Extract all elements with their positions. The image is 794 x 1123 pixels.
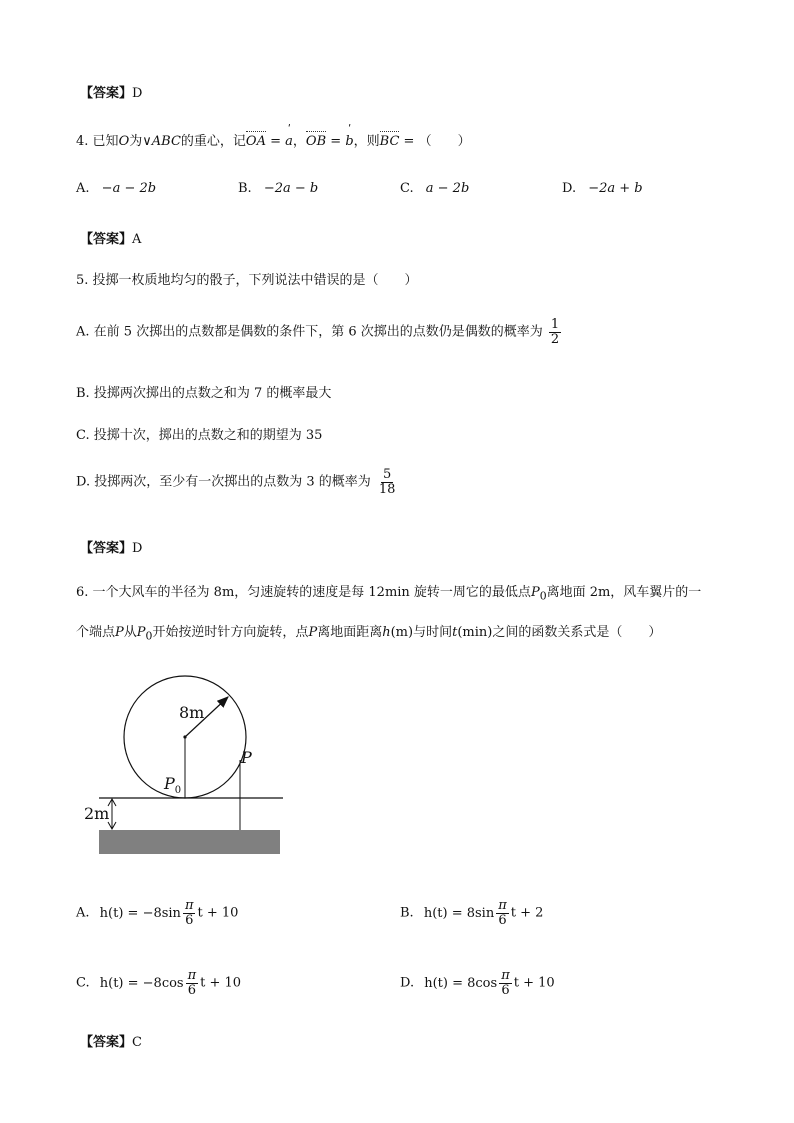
stem-text: 为 [129,134,143,149]
option-label: B. [400,905,414,921]
var-t: t [452,625,458,640]
point-p0: P [530,585,540,600]
numerator: 5 [383,467,392,482]
vector-ob: OB [305,134,327,149]
equals: = [265,134,286,149]
numerator: π [184,898,194,913]
numerator: π [501,968,510,983]
vector-oa: OA [245,134,266,149]
triangle-abc: ∨ABC [142,134,181,149]
option-text: a − 2b [425,181,470,196]
denominator: 6 [185,912,194,928]
option-label: D. [400,975,415,991]
vector-b: ˈ b [345,134,353,149]
p0-label [164,774,181,796]
stem-text: 已知 [92,134,119,149]
subscript: 0 [145,629,153,643]
denominator: 6 [498,912,507,928]
option-label: A. [76,181,90,196]
vector-a: ˈ a [285,134,293,149]
stem-text: 与时间 [413,625,453,640]
option-text: −a − 2b [101,181,157,196]
answer-label: 【答案】 [80,86,133,101]
answer-label: 【答案】 [80,1035,133,1050]
unit: (min) [457,625,493,640]
unit: (m) [390,625,414,640]
formula-left: h(t) = 8sin [423,905,495,921]
p0-subscript: 0 [174,785,182,797]
stem-text: 离地面 2m，风车翼片的一 [546,585,702,600]
formula-right: t + 10 [513,975,555,991]
p-label: P [241,748,252,767]
denominator: 6 [187,982,197,998]
radius-label: 8m [179,703,205,722]
point-p0: P [136,625,146,640]
answer-line-q6 [80,1031,142,1050]
ground-block [99,830,280,854]
answer-label: 【答案】 [80,541,133,556]
stem-text: = （ ） [399,134,471,149]
q6-option-d [400,969,555,997]
stem-text: 开始按逆时针方向旋转，点 [152,625,309,640]
answer-value: A [132,232,142,247]
option-label: D. [562,181,577,196]
option-label: C. [76,975,90,991]
point-o: O [118,134,130,149]
vector-bc: BC [379,134,400,149]
option-text: A. 在前 5 次掷出的点数都是偶数的条件下，第 6 次掷出的点数仍是偶数的概率为 [76,324,543,340]
formula-left: h(t) = −8sin [99,905,181,921]
fraction-pi-over-6 [496,899,509,927]
q6-option-a [76,899,238,927]
numerator: π [187,968,197,983]
stem-text: 从 [123,625,137,640]
formula-right: t + 2 [510,905,544,921]
equals: = [326,134,346,149]
q6-option-b [400,899,543,927]
answer-value: D [132,541,143,556]
point-p: P [115,625,124,640]
stem-text: 之间的函数关系式是（ ） [492,625,662,640]
denominator: 2 [550,331,560,347]
p0-letter: P [164,774,175,793]
denominator: 6 [501,982,510,998]
subscript: 0 [539,589,547,603]
formula-right: t + 10 [197,905,239,921]
formula-left: h(t) = −8cos [99,975,184,991]
answer-value: C [132,1035,142,1050]
stem-text: 的重心，记 [180,134,246,149]
stem-text: 6. 一个大风车的半径为 8m，匀速旋转的速度是每 12min 旋转一周它的最低点 [76,585,531,600]
numerator: 1 [550,317,560,332]
var-h: h [382,625,391,640]
question-5-stem: 5. 投掷一枚质地均匀的骰子，下列说法中错误的是（ ） [76,273,418,288]
fraction-pi-over-6 [186,969,199,997]
fraction-pi-over-6 [499,969,512,997]
stem-text: 离地面距离 [317,625,383,640]
formula-right: t + 10 [200,975,242,991]
denominator: 18 [378,481,396,497]
answer-label: 【答案】 [80,232,133,247]
option-label: B. [238,181,252,196]
q5-option-c: C. 投掷十次，掷出的点数之和的期望为 35 [76,428,323,443]
q5-option-b: B. 投掷两次掷出的点数之和为 7 的概率最大 [76,386,332,401]
q6-option-c [76,969,241,997]
numerator: π [498,898,507,913]
option-text: −2a + b [588,181,643,196]
answer-value: D [132,86,143,101]
comma: ， [292,134,306,149]
option-label: C. [400,181,414,196]
height-label: 2m [84,804,110,823]
point-p: P [308,625,318,640]
formula-left: h(t) = 8cos [424,975,498,991]
fraction-pi-over-6 [183,899,196,927]
stem-text: ，则 [353,134,380,149]
question-number: 4. [76,134,89,149]
option-text: −2a − b [263,181,319,196]
option-text: D. 投掷两次，至少有一次掷出的点数为 3 的概率为 [76,474,371,490]
stem-text: 个端点 [76,625,116,640]
option-label: A. [76,905,90,921]
